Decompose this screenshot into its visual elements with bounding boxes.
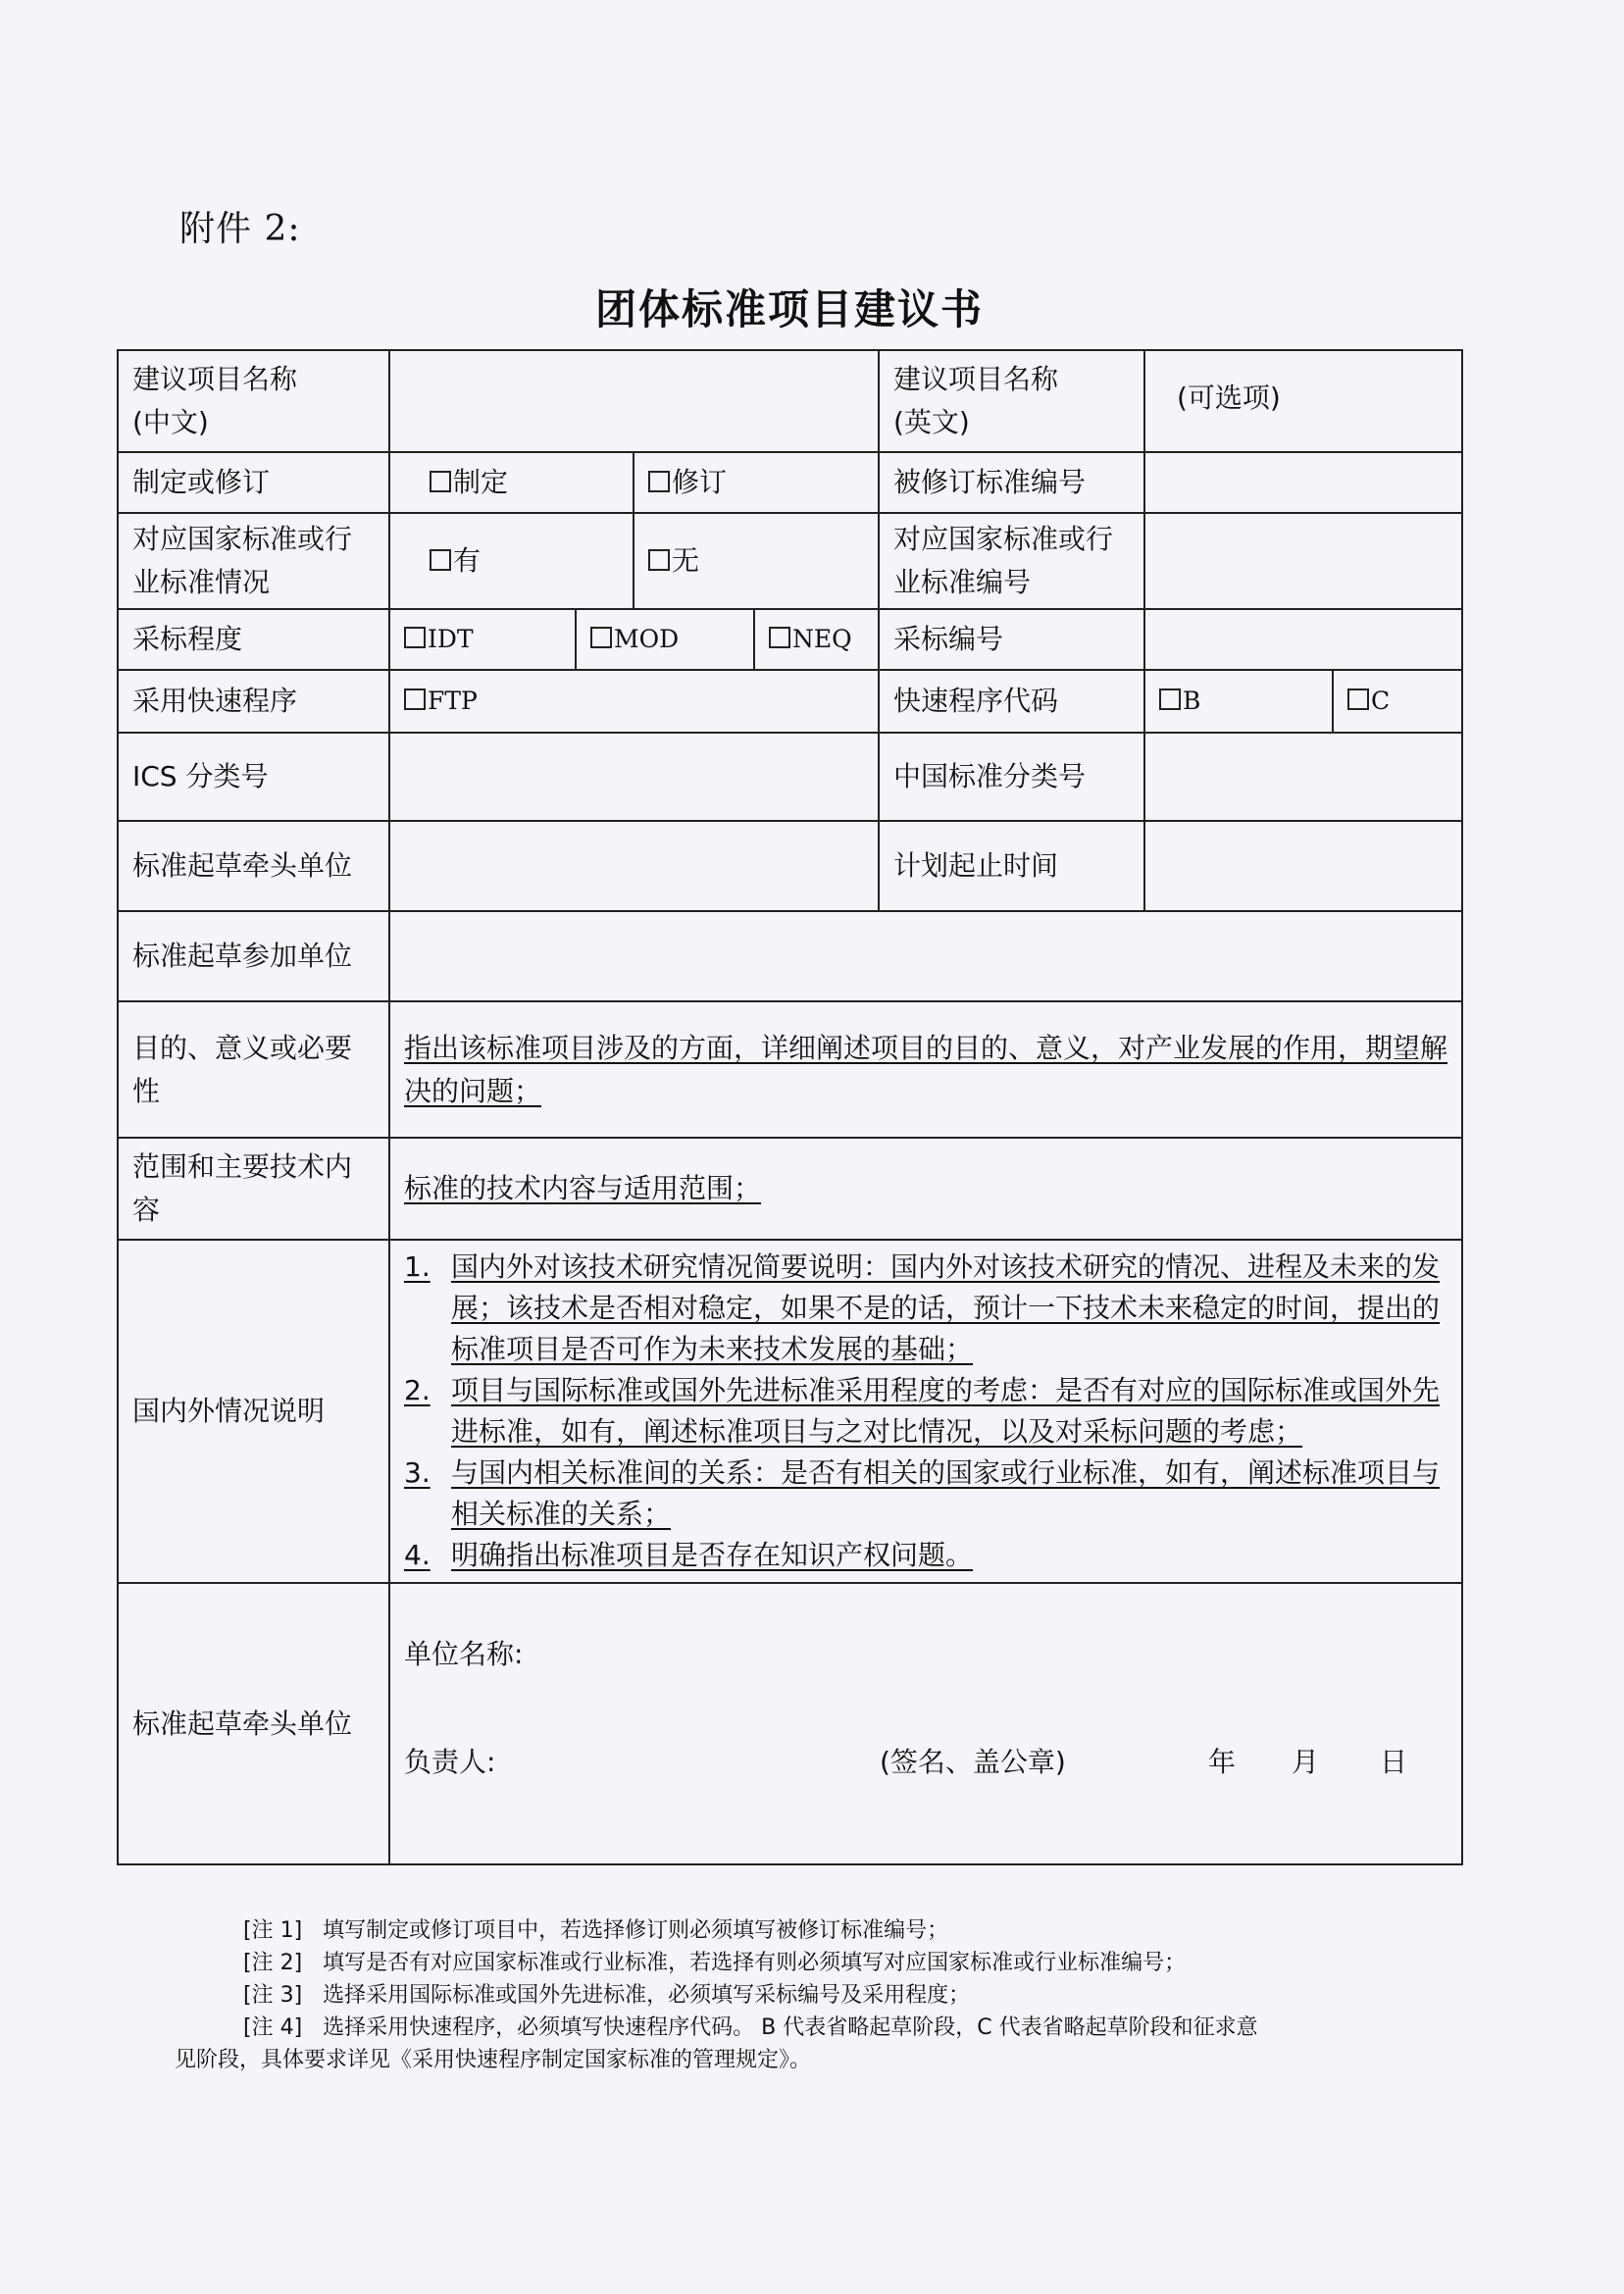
row-fast-procedure [118, 670, 1462, 733]
scope-field[interactable] [389, 1138, 1462, 1240]
option-mod[interactable]: MOD [576, 609, 754, 670]
purpose-field[interactable] [389, 1001, 1462, 1138]
day-label: 日 [1380, 1746, 1408, 1778]
footnotes [177, 1914, 1412, 2076]
row-adoption-degree [118, 609, 1462, 670]
purpose-label: 目的、意义或必要性 [118, 1001, 389, 1138]
cn-name-label: 建议项目名称 (中文) [118, 350, 389, 452]
checkbox-mod[interactable] [590, 627, 612, 648]
participating-units-label: 标准起草参加单位 [118, 911, 389, 1001]
month-label: 月 [1292, 1746, 1320, 1778]
checkbox-no[interactable] [648, 549, 670, 571]
revised-no-field[interactable] [1144, 452, 1462, 513]
national-standard-no-field[interactable] [1144, 513, 1462, 609]
en-name-field[interactable] [1144, 350, 1462, 452]
row-project-name [118, 350, 1462, 452]
checkbox-make[interactable] [430, 471, 451, 492]
org-name-label: 单位名称: [404, 1638, 524, 1670]
national-standard-label: 对应国家标准或行 业标准情况 [118, 513, 389, 609]
purpose-instructions: 指出该标准项目涉及的方面，详细阐述项目的目的、意义，对产业发展的作用，期望解决的问题； [404, 1031, 1448, 1107]
footnote-4: [注 4] 选择采用快速程序，必须填写快速程序代码。 B 代表省略起草阶段，C 代表省略起草阶段和征求意 [243, 2015, 1258, 2040]
option-ftp[interactable]: FTP [389, 670, 879, 733]
checkbox-idt[interactable] [404, 627, 426, 648]
list-item: 3. 与国内相关标准间的关系：是否有相关的国家或行业标准，如有，阐述标准项目与相关标准的关系； [404, 1456, 1441, 1530]
signature-line [404, 1741, 1447, 1784]
row-situation [118, 1240, 1462, 1583]
option-b[interactable]: B [1144, 670, 1333, 733]
footnote-3: [注 3] 选择采用国际标准或国外先进标准，必须填写采标编号及采用程度； [243, 1983, 971, 2008]
situation-instructions [404, 1247, 1447, 1576]
adoption-no-label: 采标编号 [879, 609, 1144, 670]
ics-field[interactable] [389, 733, 879, 821]
responsible-label: 负责人: [404, 1746, 496, 1778]
lead-unit-label: 标准起草牵头单位 [118, 821, 389, 911]
option-c[interactable]: C [1333, 670, 1462, 733]
row-make-or-revise [118, 452, 1462, 513]
checkbox-c[interactable] [1347, 688, 1369, 710]
en-name-label: 建议项目名称 (英文) [879, 350, 1144, 452]
fast-procedure-label: 采用快速程序 [118, 670, 389, 733]
row-signature [118, 1583, 1462, 1864]
make-or-revise-label: 制定或修订 [118, 452, 389, 513]
ics-label: ICS 分类号 [118, 733, 389, 821]
list-item: 2. 项目与国际标准或国外先进标准采用程度的考虑：是否有对应的国际标准或国外先进标准，如有，阐述标准项目与之对比情况，以及对采标问题的考虑； [404, 1374, 1441, 1448]
row-participating-units [118, 911, 1462, 1001]
scope-instructions: 标准的技术内容与适用范围； [404, 1172, 762, 1204]
adoption-degree-label: 采标程度 [118, 609, 389, 670]
checkbox-revise[interactable] [648, 471, 670, 492]
row-ics [118, 733, 1462, 821]
row-lead-unit [118, 821, 1462, 911]
option-idt[interactable]: IDT [389, 609, 576, 670]
optional-hint: (可选项) [1177, 382, 1281, 414]
checkbox-neq[interactable] [769, 627, 790, 648]
scope-label: 范围和主要技术内 容 [118, 1138, 389, 1240]
option-revise[interactable]: 修订 [634, 452, 879, 513]
checkbox-b[interactable] [1159, 688, 1181, 710]
footnote-1: [注 1] 填写制定或修订项目中，若选择修订则必须填写被修订标准编号； [243, 1918, 949, 1943]
attachment-label: 附件 2: [179, 209, 301, 249]
option-make[interactable]: 制定 [389, 452, 634, 513]
row-purpose [118, 1001, 1462, 1138]
revised-no-label: 被修订标准编号 [879, 452, 1144, 513]
list-item: 4. 明确指出标准项目是否存在知识产权问题。 [404, 1539, 974, 1571]
list-item: 1. 国内外对该技术研究情况简要说明：国内外对该技术研究的情况、进程及未来的发展；该技术是否相对稳定，如果不是的话，预计一下技术未来稳定的时间，提出的标准项目是否可作为未来技术发展的基础； [404, 1250, 1441, 1365]
national-standard-no-label: 对应国家标准或行 业标准编号 [879, 513, 1144, 609]
adoption-no-field[interactable] [1144, 609, 1462, 670]
checkbox-yes[interactable] [430, 549, 451, 571]
participating-units-field[interactable] [389, 911, 1462, 1001]
option-neq[interactable]: NEQ [754, 609, 879, 670]
document-title: 团体标准项目建议书 [594, 285, 984, 333]
plan-time-field[interactable] [1144, 821, 1462, 911]
plan-time-label: 计划起止时间 [879, 821, 1144, 911]
signature-field[interactable] [389, 1583, 1462, 1864]
lead-unit-field[interactable] [389, 821, 879, 911]
cn-name-field[interactable] [389, 350, 879, 452]
cn-class-label: 中国标准分类号 [879, 733, 1144, 821]
checkbox-ftp[interactable] [404, 688, 426, 710]
fast-code-label: 快速程序代码 [879, 670, 1144, 733]
sign-stamp-label: (签名、盖公章) [880, 1746, 1066, 1778]
row-national-standard [118, 513, 1462, 609]
option-yes[interactable]: 有 [389, 513, 634, 609]
signature-unit-label: 标准起草牵头单位 [118, 1583, 389, 1864]
year-label: 年 [1208, 1746, 1237, 1778]
footnote-4-continuation: 见阶段，具体要求详见《采用快速程序制定国家标准的管理规定》。 [175, 2048, 812, 2072]
situation-field[interactable] [389, 1240, 1462, 1583]
situation-label: 国内外情况说明 [118, 1240, 389, 1583]
cn-class-field[interactable] [1144, 733, 1462, 821]
option-no[interactable]: 无 [634, 513, 879, 609]
row-scope [118, 1138, 1462, 1240]
proposal-form-table [117, 349, 1463, 1865]
footnote-2: [注 2] 填写是否有对应国家标准或行业标准，若选择有则必须填写对应国家标准或行业标准编号； [243, 1951, 1187, 1975]
